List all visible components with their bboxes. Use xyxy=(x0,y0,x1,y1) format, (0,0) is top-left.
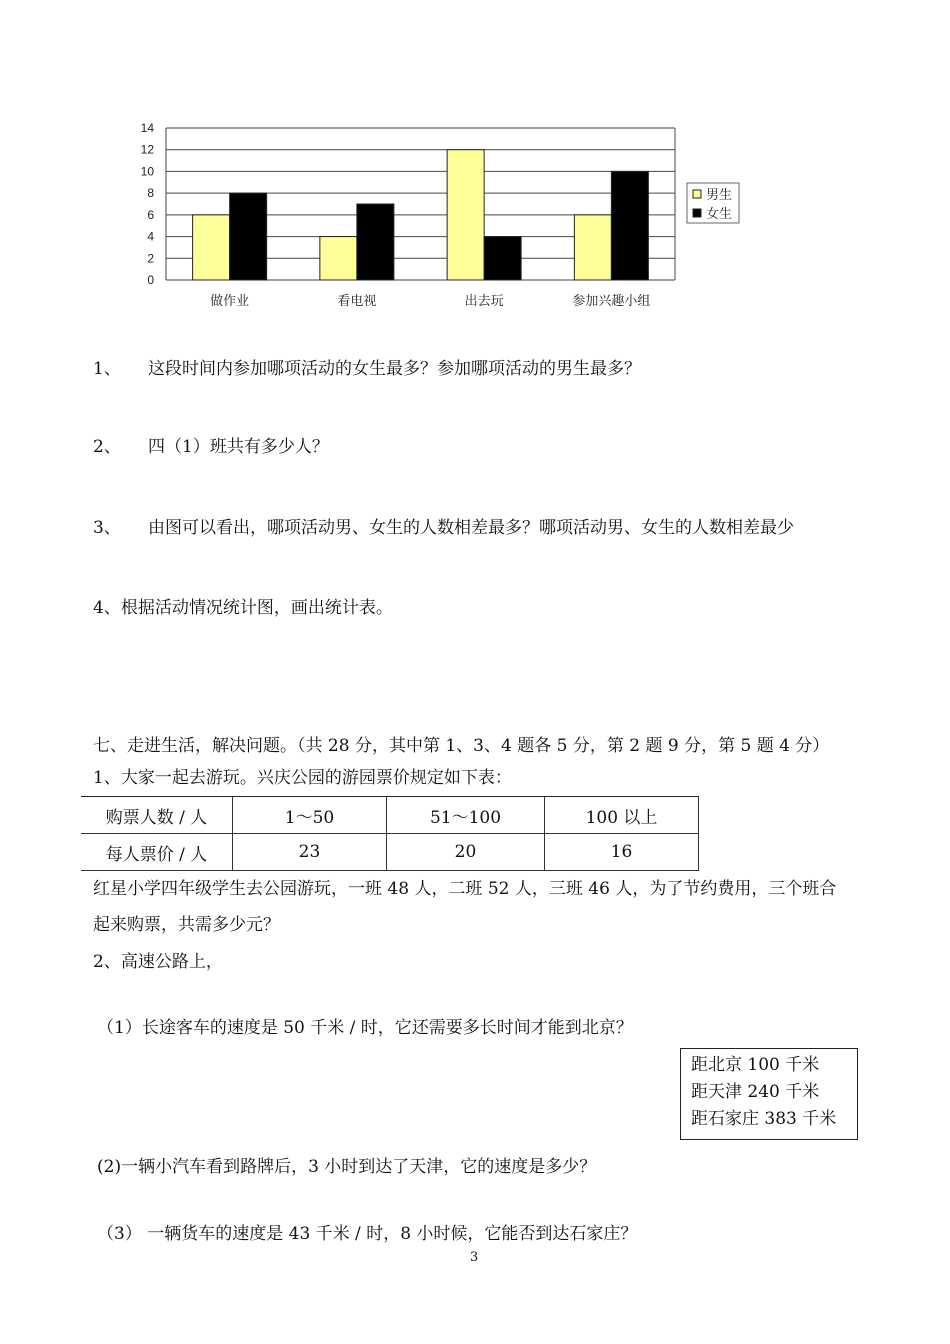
table-row xyxy=(81,797,699,834)
y-tick-label: 8 xyxy=(147,186,154,201)
section-7-heading: 七、走进生活，解决问题。（共 28 分，其中第 1、3、4 题各 5 分，第 2 题 9 分，第 5 题 4 分） xyxy=(93,736,830,756)
sign-line-beijing: 距北京 100 千米 xyxy=(691,1055,820,1075)
question-4-text: 4、根据活动情况统计图，画出统计表。 xyxy=(93,598,393,618)
table-cell: 100 以上 xyxy=(545,797,699,834)
question-2-number: 2、 xyxy=(93,437,121,457)
question-1-text: 这段时间内参加哪项活动的女生最多？参加哪项活动的男生最多？ xyxy=(148,359,641,379)
problem-2-question-1: （1）长途客车的速度是 50 千米 / 时，它还需要多长时间才能到北京？ xyxy=(97,1018,633,1038)
bar-girls xyxy=(611,171,648,280)
road-sign-box xyxy=(680,1048,858,1140)
bar-boys xyxy=(320,237,357,280)
y-tick-label: 2 xyxy=(147,251,154,266)
bar-girls xyxy=(230,193,267,280)
bar-boys xyxy=(574,215,611,280)
bar-girls xyxy=(357,204,394,280)
x-category-label: 参加兴趣小组 xyxy=(572,294,651,309)
legend-swatch xyxy=(693,190,701,198)
legend-label: 女生 xyxy=(706,207,733,222)
table-cell: 23 xyxy=(233,834,387,871)
x-category-label: 出去玩 xyxy=(464,294,504,309)
problem-1-intro: 1、大家一起去游玩。兴庆公园的游园票价规定如下表： xyxy=(93,768,512,788)
table-cell: 购票人数 / 人 xyxy=(81,797,233,834)
page-number: 3 xyxy=(470,1250,479,1265)
y-tick-label: 4 xyxy=(147,229,154,244)
problem-1-text-line-2: 起来购票，共需多少元？ xyxy=(93,915,280,935)
ticket-price-table xyxy=(81,796,699,871)
question-2-text: 四（1）班共有多少人？ xyxy=(148,437,329,457)
y-tick-label: 0 xyxy=(147,273,154,287)
bar-boys xyxy=(447,150,484,280)
problem-2-question-2: (2)一辆小汽车看到路牌后，3 小时到达了天津，它的速度是多少？ xyxy=(97,1157,597,1177)
table-cell: 1～50 xyxy=(233,797,387,834)
question-3-text: 由图可以看出，哪项活动男、女生的人数相差最多？哪项活动男、女生的人数相差最少 xyxy=(148,518,794,538)
table-row xyxy=(81,834,699,871)
problem-2-intro: 2、高速公路上， xyxy=(93,952,223,972)
y-tick-label: 12 xyxy=(140,142,154,157)
table-cell: 20 xyxy=(387,834,545,871)
bar-boys xyxy=(193,215,230,280)
question-3-number: 3、 xyxy=(93,518,121,538)
legend-swatch xyxy=(693,209,701,217)
table-cell: 16 xyxy=(545,834,699,871)
problem-1-text-line-1: 红星小学四年级学生去公园游玩，一班 48 人，二班 52 人，三班 46 人，为了节约费用，三个班合 xyxy=(93,879,837,899)
sign-line-shijiazhuang: 距石家庄 383 千米 xyxy=(691,1109,837,1129)
table-cell: 51～100 xyxy=(387,797,545,834)
y-tick-label: 14 xyxy=(140,121,154,135)
x-category-label: 看电视 xyxy=(337,294,377,309)
bar-chart xyxy=(120,115,760,320)
bar-girls xyxy=(484,237,521,280)
x-category-label: 做作业 xyxy=(210,294,250,309)
legend-label: 男生 xyxy=(706,188,733,203)
y-tick-label: 10 xyxy=(140,164,154,179)
problem-2-question-3: （3） 一辆货车的速度是 43 千米 / 时，8 小时候，它能否到达石家庄？ xyxy=(97,1224,638,1244)
y-tick-label: 6 xyxy=(147,207,154,222)
table-cell: 每人票价 / 人 xyxy=(81,834,233,871)
sign-line-tianjin: 距天津 240 千米 xyxy=(691,1082,820,1102)
question-1-number: 1、 xyxy=(93,359,121,379)
